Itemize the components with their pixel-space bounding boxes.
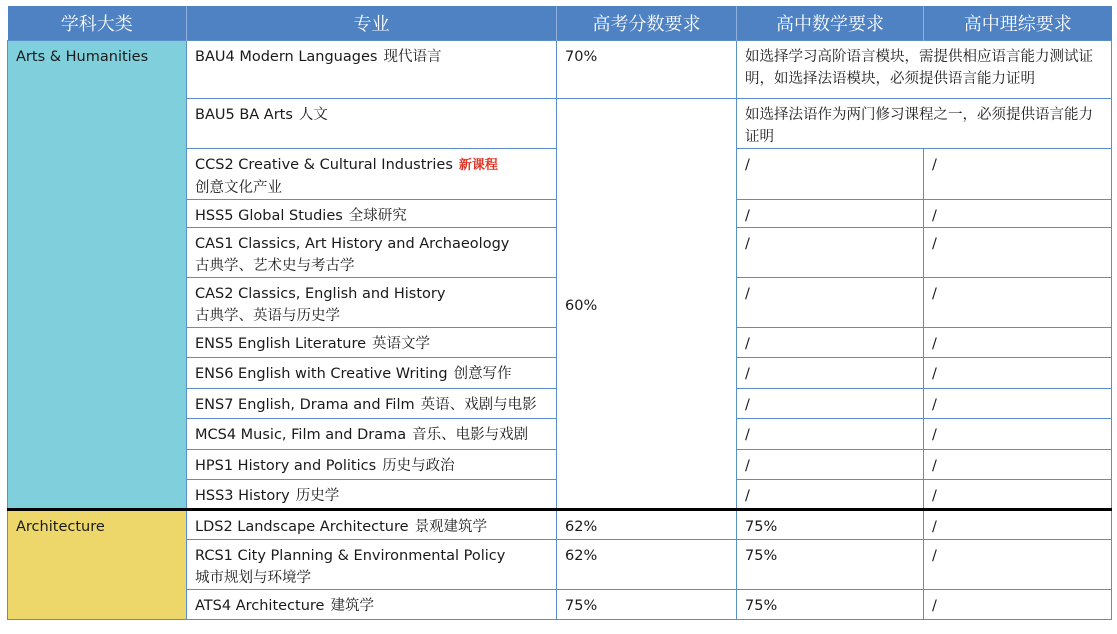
gaokao-cell: 62% (557, 510, 737, 540)
science-cell: / (924, 510, 1112, 540)
major-en: ENS7 English, Drama and Film (195, 397, 415, 413)
major-en: CAS1 Classics, Art History and Archaeology (195, 236, 510, 252)
major-cell (187, 328, 557, 358)
major-en: MCS4 Music, Film and Drama (195, 427, 407, 443)
major-cell (187, 358, 557, 389)
math-cell: / (737, 328, 924, 358)
major-cn: 人文 (298, 107, 328, 123)
science-cell: / (924, 540, 1112, 590)
major-cn: 历史与政治 (382, 458, 455, 474)
major-cn: 景观建筑学 (414, 519, 488, 535)
major-cn: 城市规划与环境学 (195, 570, 311, 586)
math-cell: / (737, 480, 924, 510)
science-cell: / (924, 419, 1112, 450)
science-cell: / (924, 450, 1112, 480)
major-cell (187, 149, 557, 200)
math-cell: / (737, 200, 924, 228)
major-cn: 古典学、英语与历史学 (195, 308, 340, 324)
major-en: ATS4 Architecture (195, 598, 325, 614)
science-cell: / (924, 389, 1112, 419)
category-cell-arts: Arts & Humanities (8, 41, 187, 510)
major-en: CAS2 Classics, English and History (195, 286, 446, 302)
math-cell: 75% (737, 590, 924, 620)
gaokao-cell: 62% (557, 540, 737, 590)
header-science: 高中理综要求 (924, 6, 1112, 41)
major-cell (187, 389, 557, 419)
math-cell: / (737, 228, 924, 278)
major-cn: 古典学、艺术史与考古学 (195, 258, 355, 274)
table-row (8, 41, 1112, 99)
science-cell: / (924, 200, 1112, 228)
header-math: 高中数学要求 (737, 6, 924, 41)
header-gaokao: 高考分数要求 (557, 6, 737, 41)
major-cn: 英语文学 (372, 336, 431, 352)
major-en: CCS2 Creative & Cultural Industries (195, 157, 453, 173)
math-cell: / (737, 278, 924, 328)
header-row (8, 6, 1112, 41)
major-en: LDS2 Landscape Architecture (195, 519, 409, 535)
major-cn: 英语、戏剧与电影 (420, 397, 537, 413)
major-cell (187, 540, 557, 590)
major-cn: 创意写作 (453, 366, 512, 382)
major-cell (187, 419, 557, 450)
major-cell (187, 590, 557, 620)
major-cn: 现代语言 (383, 49, 442, 65)
major-cn: 音乐、电影与戏剧 (412, 427, 529, 443)
major-cell (187, 200, 557, 228)
science-cell: / (924, 358, 1112, 389)
table-row (8, 510, 1112, 540)
major-cell (187, 228, 557, 278)
admission-requirements-table (7, 6, 1112, 620)
major-cell (187, 510, 557, 540)
major-cell (187, 278, 557, 328)
requirement-note: 如选择学习高阶语言模块，需提供相应语言能力测试证明，如选择法语模块，必须提供语言能力证明 (737, 41, 1112, 99)
math-cell: 75% (737, 540, 924, 590)
requirement-note: 如选择法语作为两门修习课程之一，必须提供语言能力证明 (737, 99, 1112, 149)
category-cell-architecture: Architecture (8, 510, 187, 620)
header-major: 专业 (187, 6, 557, 41)
math-cell: / (737, 149, 924, 200)
gaokao-cell: 75% (557, 590, 737, 620)
major-en: HSS3 History (195, 488, 290, 504)
major-cn: 全球研究 (348, 208, 407, 224)
major-en: RCS1 City Planning & Environmental Policy (195, 548, 506, 564)
major-cn: 建筑学 (330, 598, 374, 614)
major-en: ENS6 English with Creative Writing (195, 366, 448, 382)
major-cell (187, 480, 557, 510)
major-cn: 创意文化产业 (195, 180, 282, 196)
major-en: HSS5 Global Studies (195, 208, 343, 224)
math-cell: / (737, 358, 924, 389)
major-cell (187, 41, 557, 99)
math-cell: / (737, 450, 924, 480)
science-cell: / (924, 328, 1112, 358)
science-cell: / (924, 480, 1112, 510)
major-cell (187, 450, 557, 480)
gaokao-cell-merged: 60% (557, 99, 737, 510)
header-category: 学科大类 (8, 6, 187, 41)
new-course-badge: 新课程 (458, 158, 498, 173)
gaokao-cell: 70% (557, 41, 737, 99)
major-en: BAU5 BA Arts (195, 107, 293, 123)
major-en: ENS5 English Literature (195, 336, 367, 352)
science-cell: / (924, 278, 1112, 328)
math-cell: 75% (737, 510, 924, 540)
math-cell: / (737, 419, 924, 450)
major-cell (187, 99, 557, 149)
major-cn: 历史学 (295, 488, 340, 504)
major-en: HPS1 History and Politics (195, 458, 377, 474)
science-cell: / (924, 228, 1112, 278)
science-cell: / (924, 590, 1112, 620)
major-en: BAU4 Modern Languages (195, 49, 378, 65)
science-cell: / (924, 149, 1112, 200)
math-cell: / (737, 389, 924, 419)
